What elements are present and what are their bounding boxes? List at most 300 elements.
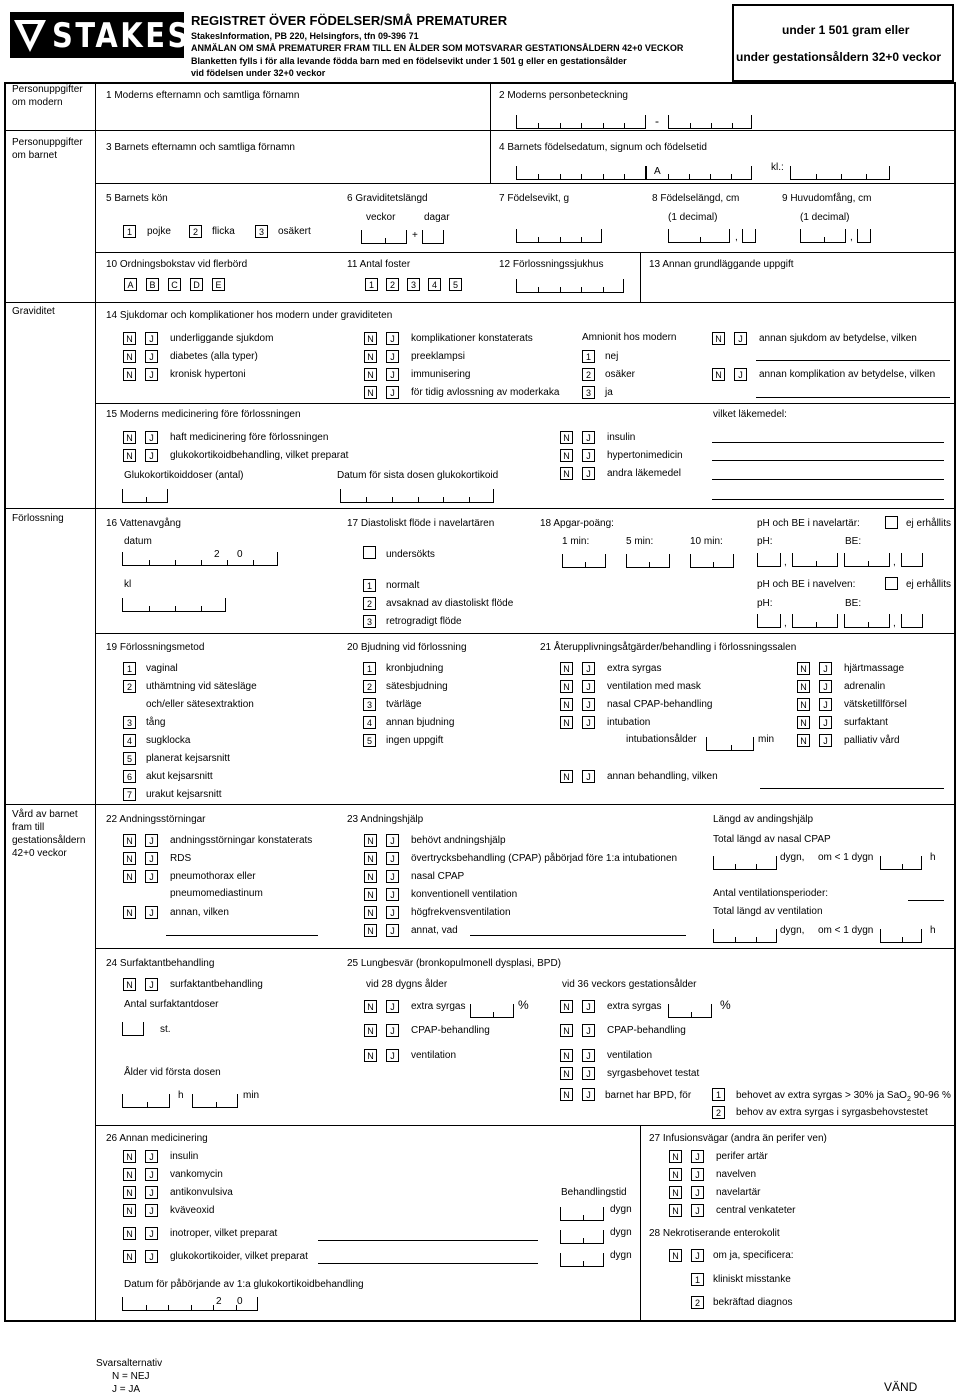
ph-artery-be-label: BE: (845, 536, 862, 547)
med-b-0-J-box[interactable]: J (582, 431, 595, 444)
bpd28-2-N-box[interactable]: N (364, 1049, 377, 1062)
preg-mother-0-N-box[interactable]: N (123, 332, 136, 345)
preg-mother-2-N-box[interactable]: N (123, 368, 136, 381)
fetus-count-1[interactable]: 1 (365, 278, 378, 291)
presentation-opt-2-box[interactable]: 3 (363, 698, 376, 711)
field-24-label: 24 Surfaktantbehandling (106, 958, 215, 969)
ph-artery-label: pH och BE i navelartär: (757, 518, 860, 529)
fetus-count-2[interactable]: 2 (386, 278, 399, 291)
bpd-N-box[interactable]: N (560, 1088, 573, 1101)
infusion-0-label: perifer artär (716, 1151, 768, 1162)
divider-1 (4, 130, 956, 131)
doppler-opt-1-label: avsaknad av diastoliskt flöde (386, 598, 514, 609)
ph-artery-be-dec[interactable] (901, 553, 923, 567)
support-0-label: behövt andningshjälp (411, 835, 506, 846)
gluco-doses-label: Glukokortikoiddoser (antal) (124, 470, 244, 481)
cpap-length-label: Total längd av nasal CPAP (713, 834, 831, 845)
bpd28-1-label: CPAP-behandling (411, 1025, 490, 1036)
treatment-days-field-0[interactable] (560, 1207, 604, 1221)
med-4-label: inotroper, vilket preparat (170, 1228, 278, 1239)
other-resp-line[interactable] (166, 935, 318, 936)
bpd-28d-o2-field[interactable] (470, 1004, 514, 1018)
gest-days-field[interactable] (422, 230, 444, 244)
bpd-36w-o2-field[interactable] (668, 1004, 712, 1018)
resus-b-4-N-box[interactable]: N (797, 734, 810, 747)
sex-opt-2-label: flicka (212, 226, 235, 237)
support-5-J-box[interactable]: J (386, 924, 399, 937)
support-4-N-box[interactable]: N (364, 906, 377, 919)
bpd36-3-J-box[interactable]: J (582, 1067, 595, 1080)
turn-page: VÄND (884, 1380, 918, 1394)
support-2-N-box[interactable]: N (364, 870, 377, 883)
resp-3-J-box[interactable]: J (145, 906, 158, 919)
bpd28-2-J-box[interactable]: J (386, 1049, 399, 1062)
resus-a-1-N-box[interactable]: N (560, 680, 573, 693)
presentation-opt-1-box[interactable]: 2 (363, 680, 376, 693)
legend-no: N = NEJ (112, 1371, 150, 1382)
resus-b-0-N-box[interactable]: N (797, 662, 810, 675)
logo-emblem-icon (10, 12, 50, 58)
head-circ-field[interactable] (800, 229, 846, 243)
preg-comp-0-N-box[interactable]: N (364, 332, 377, 345)
divider-3 (95, 252, 956, 253)
med-5-J-box[interactable]: J (145, 1250, 158, 1263)
doppler-opt-2-box[interactable]: 3 (363, 615, 376, 628)
vdiv-3 (640, 1125, 641, 1322)
head-circ-decimal[interactable] (857, 229, 871, 243)
med-b-0-N-box[interactable]: N (560, 431, 573, 444)
hospital-code-field[interactable] (516, 279, 624, 293)
doppler-opt-1-box[interactable]: 2 (363, 597, 376, 610)
resus-a-2-label: nasal CPAP-behandling (607, 699, 713, 710)
med-4-N-box[interactable]: N (123, 1227, 136, 1240)
resus-a-3-J-box[interactable]: J (582, 716, 595, 729)
ph-vein-be-dec[interactable] (901, 614, 923, 628)
mother-ssn-suffix[interactable] (668, 115, 752, 129)
med-3-N-box[interactable]: N (123, 1204, 136, 1217)
treatment-days-field-1[interactable] (560, 1230, 604, 1244)
other-comp-label: annan komplikation av betydelse, vilken (759, 369, 936, 380)
support-3-N-box[interactable]: N (364, 888, 377, 901)
birth-order-E[interactable]: E (212, 278, 225, 291)
field-5-label: 5 Barnets kön (106, 193, 168, 204)
ph-vein-label: pH och BE i navelven: (757, 579, 856, 590)
mother-ssn-date[interactable] (516, 115, 646, 129)
ph-artery-ph-dec[interactable] (792, 553, 838, 567)
infusion-2-label: navelartär (716, 1187, 761, 1198)
resus-b-1-J-box[interactable]: J (819, 680, 832, 693)
resus-other-J-box[interactable]: J (582, 770, 595, 783)
bpd36-2-label: ventilation (607, 1050, 653, 1061)
be-artery-comma: , (893, 557, 896, 568)
birth-order-D[interactable]: D (190, 278, 203, 291)
med-5-N-box[interactable]: N (123, 1250, 136, 1263)
field-1-label: 1 Moderns efternamn och samtliga förnamn (106, 90, 300, 101)
treatment-days-field-2[interactable] (560, 1253, 604, 1267)
resus-b-2-N-box[interactable]: N (797, 698, 810, 711)
med-b-2-N-box[interactable]: N (560, 467, 573, 480)
field-22-label: 22 Andningsstörningar (106, 814, 206, 825)
gest-weeks-field[interactable] (361, 230, 407, 244)
delivery-opt-3-box[interactable]: 3 (123, 716, 136, 729)
head-comma: , (850, 232, 853, 243)
resus-b-0-J-box[interactable]: J (819, 662, 832, 675)
vent-hours-field[interactable] (880, 929, 922, 943)
infusion-0-J-box[interactable]: J (691, 1150, 704, 1163)
field-3-label: 3 Barnets efternamn och samtliga förnamn (106, 142, 295, 153)
delivery-opt-3-label: tång (146, 717, 166, 728)
resp-3-label: annan, vilken (170, 907, 229, 918)
preg-comp-1-N-box[interactable]: N (364, 350, 377, 363)
delivery-opt-6-box[interactable]: 6 (123, 770, 136, 783)
bpd-reason-1-tail: 90-96 % (910, 1090, 951, 1101)
bpd28-1-J-box[interactable]: J (386, 1024, 399, 1037)
resus-a-2-N-box[interactable]: N (560, 698, 573, 711)
birth-date-field[interactable] (516, 166, 646, 180)
infusion-1-N-box[interactable]: N (669, 1168, 682, 1181)
preg-comp-0-label: komplikationer konstaterats (411, 333, 533, 344)
resp-3-N-box[interactable]: N (123, 906, 136, 919)
logo-text: STAKES (52, 16, 191, 56)
criteria-box (732, 4, 954, 82)
ph-vein-ph-label: pH: (757, 598, 773, 609)
resp-0-J-box[interactable]: J (145, 834, 158, 847)
amnionitis-opt-1-label: osäker (605, 369, 636, 380)
divider-2 (95, 183, 956, 184)
bpd36-0-J-box[interactable]: J (582, 1000, 595, 1013)
divider-5 (95, 403, 956, 404)
med-before-label: haft medicinering före förlossningen (170, 432, 329, 443)
bpd28-0-J-box[interactable]: J (386, 1000, 399, 1013)
support-1-J-box[interactable]: J (386, 852, 399, 865)
infusion-3-N-box[interactable]: N (669, 1204, 682, 1217)
support-0-J-box[interactable]: J (386, 834, 399, 847)
med-before-J-box[interactable]: J (145, 431, 158, 444)
med-date-label: Datum för påbörjande av 1:a glukokortikoidbehandling (124, 1279, 364, 1290)
treatment-days-unit-1: dygn (610, 1227, 632, 1238)
preg-comp-2-label: immunisering (411, 369, 471, 380)
signum-field[interactable] (646, 166, 752, 180)
divider-4 (4, 302, 956, 303)
field-26-label: 26 Annan medicinering (106, 1133, 208, 1144)
field-14-label: 14 Sjukdomar och komplikationer hos modern under graviditeten (106, 310, 393, 321)
preg-mother-1-N-box[interactable]: N (123, 350, 136, 363)
birth-order-A[interactable]: A (124, 278, 137, 291)
med-before-N-box[interactable]: N (123, 431, 136, 444)
bpd28-0-N-box[interactable]: N (364, 1000, 377, 1013)
support-1-label: övertrycksbehandling (CPAP) påbörjad före 1:a intubationen (411, 853, 678, 864)
side-divider (95, 82, 96, 1322)
birth-time-field[interactable] (790, 166, 890, 180)
delivery-opt-7-box[interactable]: 7 (123, 788, 136, 801)
resus-b-1-label: adrenalin (844, 681, 886, 692)
support-4-J-box[interactable]: J (386, 906, 399, 919)
resus-a-0-J-box[interactable]: J (582, 662, 595, 675)
support-0-N-box[interactable]: N (364, 834, 377, 847)
med-2-N-box[interactable]: N (123, 1186, 136, 1199)
bpd28-1-N-box[interactable]: N (364, 1024, 377, 1037)
divider-6 (4, 508, 956, 509)
form-instruction-2: vid födelsen under 32+0 veckor (191, 68, 326, 78)
support-4-label: högfrekvensventilation (411, 907, 511, 918)
ph-artery-ph-label: pH: (757, 536, 773, 547)
ph-artery-na-box[interactable] (885, 516, 898, 529)
other-comp-N-box[interactable]: N (712, 368, 725, 381)
surf-N-box[interactable]: N (123, 978, 136, 991)
preg-comp-2-J-box[interactable]: J (386, 368, 399, 381)
field-23-label: 23 Andningshjälp (347, 814, 424, 825)
resus-b-2-J-box[interactable]: J (819, 698, 832, 711)
side-birth: Förlossning (12, 513, 64, 524)
birth-length-decimal[interactable] (742, 229, 756, 243)
preg-comp-3-N-box[interactable]: N (364, 386, 377, 399)
gluco-date-field[interactable] (340, 489, 494, 503)
apgar-1-field[interactable] (562, 554, 606, 568)
support-3-J-box[interactable]: J (386, 888, 399, 901)
vent-days-field[interactable] (713, 929, 777, 943)
glucocort-line[interactable] (318, 1263, 538, 1264)
ph-vein-be-field[interactable] (844, 614, 890, 628)
med-0-J-box[interactable]: J (145, 1150, 158, 1163)
ph-vein-ph-dec[interactable] (792, 614, 838, 628)
resus-b-1-N-box[interactable]: N (797, 680, 810, 693)
surf-J-box[interactable]: J (145, 978, 158, 991)
treatment-time-label: Behandlingstid (561, 1187, 627, 1198)
med-4-J-box[interactable]: J (145, 1227, 158, 1240)
form-instruction: Blanketten fylls i för alla levande födda barn med en födelsevikt under 1 501 g eller en gestationsålder (191, 56, 627, 66)
surf-doses-label: Antal surfaktantdoser (124, 999, 219, 1010)
surf-age-min-field[interactable] (192, 1094, 238, 1108)
med-3-label: kväveoxid (170, 1205, 215, 1216)
birth-weight-field[interactable] (516, 229, 602, 243)
delivery-opt-1-box[interactable]: 2 (123, 680, 136, 693)
support-length-title: Längd av andingshjälp (713, 814, 814, 825)
signum-letter: A (654, 166, 661, 177)
med-1-J-box[interactable]: J (145, 1168, 158, 1181)
presentation-opt-3-box[interactable]: 4 (363, 716, 376, 729)
field-9-label: 9 Huvudomfång, cm (782, 193, 872, 204)
resp-2-J-box[interactable]: J (145, 870, 158, 883)
drug-line-1[interactable] (712, 442, 944, 443)
resus-a-3-N-box[interactable]: N (560, 716, 573, 729)
preg-mother-1-J-box[interactable]: J (145, 350, 158, 363)
med-year-2: 2 (216, 1296, 222, 1307)
bpd-28d-pct: % (518, 998, 529, 1012)
nec-J-box[interactable]: J (691, 1249, 704, 1262)
amnionitis-opt-2-box[interactable]: 3 (582, 386, 595, 399)
resus-b-3-J-box[interactable]: J (819, 716, 832, 729)
other-comp-line[interactable] (756, 397, 950, 398)
cpap-days-field[interactable] (713, 856, 777, 870)
presentation-opt-1-label: sätesbjudning (386, 681, 448, 692)
infusion-1-label: navelven (716, 1169, 757, 1180)
bpd36-2-N-box[interactable]: N (560, 1049, 573, 1062)
ph-vein-na-box[interactable] (885, 577, 898, 590)
other-disease-line[interactable] (756, 360, 950, 361)
bpd-reason-2-label: behov av extra syrgas i syrgasbehovstestet (736, 1107, 928, 1118)
divider-7 (95, 633, 956, 634)
preg-comp-3-J-box[interactable]: J (386, 386, 399, 399)
med-5-label: glukokortikoider, vilket preparat (170, 1251, 308, 1262)
support-5-N-box[interactable]: N (364, 924, 377, 937)
fetus-count-3[interactable]: 3 (407, 278, 420, 291)
bpd-reason-1-text: behovet av extra syrgas > 30% ja SaO (736, 1090, 907, 1101)
sex-opt-1[interactable]: 1 (123, 225, 136, 238)
bpd-reason-2-box[interactable]: 2 (712, 1106, 725, 1119)
other-support-line[interactable] (470, 935, 686, 936)
doppler-examined-box[interactable] (363, 546, 376, 559)
sex-opt-2[interactable]: 2 (189, 225, 202, 238)
resp-1-N-box[interactable]: N (123, 852, 136, 865)
weeks-label: veckor (366, 212, 396, 223)
ph-artery-ph-field[interactable] (757, 553, 781, 567)
surf-label: surfaktantbehandling (170, 979, 263, 990)
support-2-J-box[interactable]: J (386, 870, 399, 883)
amnionitis-opt-1-box[interactable]: 2 (582, 368, 595, 381)
ph-artery-be-field[interactable] (844, 553, 890, 567)
inotrope-line[interactable] (318, 1240, 538, 1241)
presentation-opt-4-box[interactable]: 5 (363, 734, 376, 747)
other-disease-N-box[interactable]: N (712, 332, 725, 345)
med-2-J-box[interactable]: J (145, 1186, 158, 1199)
ph-vein-ph-field[interactable] (757, 614, 781, 628)
nec-opt-1[interactable]: 1 (691, 1273, 704, 1286)
bpd-reason-1-sub: 2 (906, 1096, 911, 1103)
med-b-1-N-box[interactable]: N (560, 449, 573, 462)
field-25-label: 25 Lungbesvär (bronkopulmonell dysplasi, BPD) (347, 958, 562, 969)
med-b-1-J-box[interactable]: J (582, 449, 595, 462)
intubation-age-field[interactable] (706, 737, 754, 751)
surf-age-h-field[interactable] (122, 1094, 170, 1108)
doppler-opt-0-box[interactable]: 1 (363, 579, 376, 592)
other-treatment-line[interactable] (760, 788, 944, 789)
stakes-logo (10, 12, 191, 58)
resus-a-1-J-box[interactable]: J (582, 680, 595, 693)
rupture-time-label: kl (124, 579, 132, 590)
preg-comp-2-N-box[interactable]: N (364, 368, 377, 381)
med-gluco-N-box[interactable]: N (123, 449, 136, 462)
birth-length-field[interactable] (668, 229, 730, 243)
drug-line-3[interactable] (712, 479, 944, 480)
side-care-4: 42+0 veckor (12, 848, 67, 859)
side-child-2: om barnet (12, 150, 58, 161)
rupture-date-field[interactable] (122, 552, 278, 566)
med-3-J-box[interactable]: J (145, 1204, 158, 1217)
preg-comp-1-J-box[interactable]: J (386, 350, 399, 363)
bpd36-0-N-box[interactable]: N (560, 1000, 573, 1013)
sex-opt-3[interactable]: 3 (255, 225, 268, 238)
bpd-J-box[interactable]: J (582, 1088, 595, 1101)
preg-comp-0-J-box[interactable]: J (386, 332, 399, 345)
apgar-5-field[interactable] (626, 554, 670, 568)
bpd28-0-label: extra syrgas (411, 1001, 466, 1012)
bpd36-1-J-box[interactable]: J (582, 1024, 595, 1037)
bpd36-2-J-box[interactable]: J (582, 1049, 595, 1062)
cpap-hours-field[interactable] (880, 856, 922, 870)
gluco-doses-field[interactable] (122, 489, 168, 503)
ph-artery-comma: , (784, 557, 787, 568)
surf-doses-field[interactable] (122, 1022, 144, 1036)
infusion-0-N-box[interactable]: N (669, 1150, 682, 1163)
med-1-label: vankomycin (170, 1169, 223, 1180)
bpd28-2-label: ventilation (411, 1050, 457, 1061)
fetus-count-5[interactable]: 5 (449, 278, 462, 291)
presentation-opt-0-box[interactable]: 1 (363, 662, 376, 675)
resus-a-2-J-box[interactable]: J (582, 698, 595, 711)
med-1-N-box[interactable]: N (123, 1168, 136, 1181)
form-address: StakesInformation, PB 220, Helsingfors, tfn 09-396 71 (191, 31, 419, 41)
drug-line-2[interactable] (712, 460, 944, 461)
drug-line-4[interactable] (712, 499, 944, 500)
rupture-time-field[interactable] (122, 598, 226, 612)
bpd36-3-N-box[interactable]: N (560, 1067, 573, 1080)
support-1-N-box[interactable]: N (364, 852, 377, 865)
field-7-label: 7 Födelsevikt, g (499, 193, 570, 204)
field-6-label: 6 Graviditetslängd (347, 193, 428, 204)
med-b-2-J-box[interactable]: J (582, 467, 595, 480)
days-label: dagar (424, 212, 450, 223)
bpd-reason-1-label (736, 1090, 951, 1103)
delivery-opt-0-box[interactable]: 1 (123, 662, 136, 675)
support-3-label: konventionell ventilation (411, 889, 518, 900)
birth-order-B[interactable]: B (146, 278, 159, 291)
infusion-2-N-box[interactable]: N (669, 1186, 682, 1199)
resp-1-J-box[interactable]: J (145, 852, 158, 865)
infusion-3-J-box[interactable]: J (691, 1204, 704, 1217)
med-gluco-J-box[interactable]: J (145, 449, 158, 462)
other-comp-J-box[interactable]: J (734, 368, 747, 381)
birth-time-label: kl.: (771, 162, 784, 173)
vent-periods-line[interactable] (908, 900, 944, 901)
field-13-label: 13 Annan grundläggande uppgift (649, 259, 794, 270)
resus-other-N-box[interactable]: N (560, 770, 573, 783)
preg-mother-0-J-box[interactable]: J (145, 332, 158, 345)
divider-8 (4, 804, 956, 805)
nec-N-box[interactable]: N (669, 1249, 682, 1262)
resus-b-3-N-box[interactable]: N (797, 716, 810, 729)
bpd36-1-N-box[interactable]: N (560, 1024, 573, 1037)
amnionitis-opt-0-box[interactable]: 1 (582, 350, 595, 363)
apgar-10-field[interactable] (690, 554, 734, 568)
resp-0-N-box[interactable]: N (123, 834, 136, 847)
birth-order-C[interactable]: C (168, 278, 181, 291)
resus-a-0-N-box[interactable]: N (560, 662, 573, 675)
doppler-examined-label: undersökts (386, 549, 435, 560)
side-mother-1: Personuppgifter (12, 84, 83, 95)
infusion-2-J-box[interactable]: J (691, 1186, 704, 1199)
other-disease-J-box[interactable]: J (734, 332, 747, 345)
resus-b-4-J-box[interactable]: J (819, 734, 832, 747)
ph-vein-comma: , (784, 618, 787, 629)
field-4-label: 4 Barnets födelsedatum, signum och födelsetid (499, 142, 707, 153)
med-0-N-box[interactable]: N (123, 1150, 136, 1163)
preg-mother-2-J-box[interactable]: J (145, 368, 158, 381)
field-2-label: 2 Moderns personbeteckning (499, 90, 628, 101)
fetus-count-4[interactable]: 4 (428, 278, 441, 291)
med-0-label: insulin (170, 1151, 199, 1162)
delivery-opt-5-box[interactable]: 5 (123, 752, 136, 765)
bpd-reason-1-box[interactable]: 1 (712, 1088, 725, 1101)
infusion-1-J-box[interactable]: J (691, 1168, 704, 1181)
delivery-opt-4-box[interactable]: 4 (123, 734, 136, 747)
criteria-line-1: under 1 501 gram eller (782, 23, 910, 37)
nec-opt-2[interactable]: 2 (691, 1296, 704, 1309)
rupture-date-label: datum (124, 536, 152, 547)
side-care-2: fram till (12, 822, 45, 833)
resp-2-N-box[interactable]: N (123, 870, 136, 883)
pneumomediastinum-label: pneumomediastinum (170, 888, 263, 899)
be-vein-comma: , (893, 618, 896, 629)
